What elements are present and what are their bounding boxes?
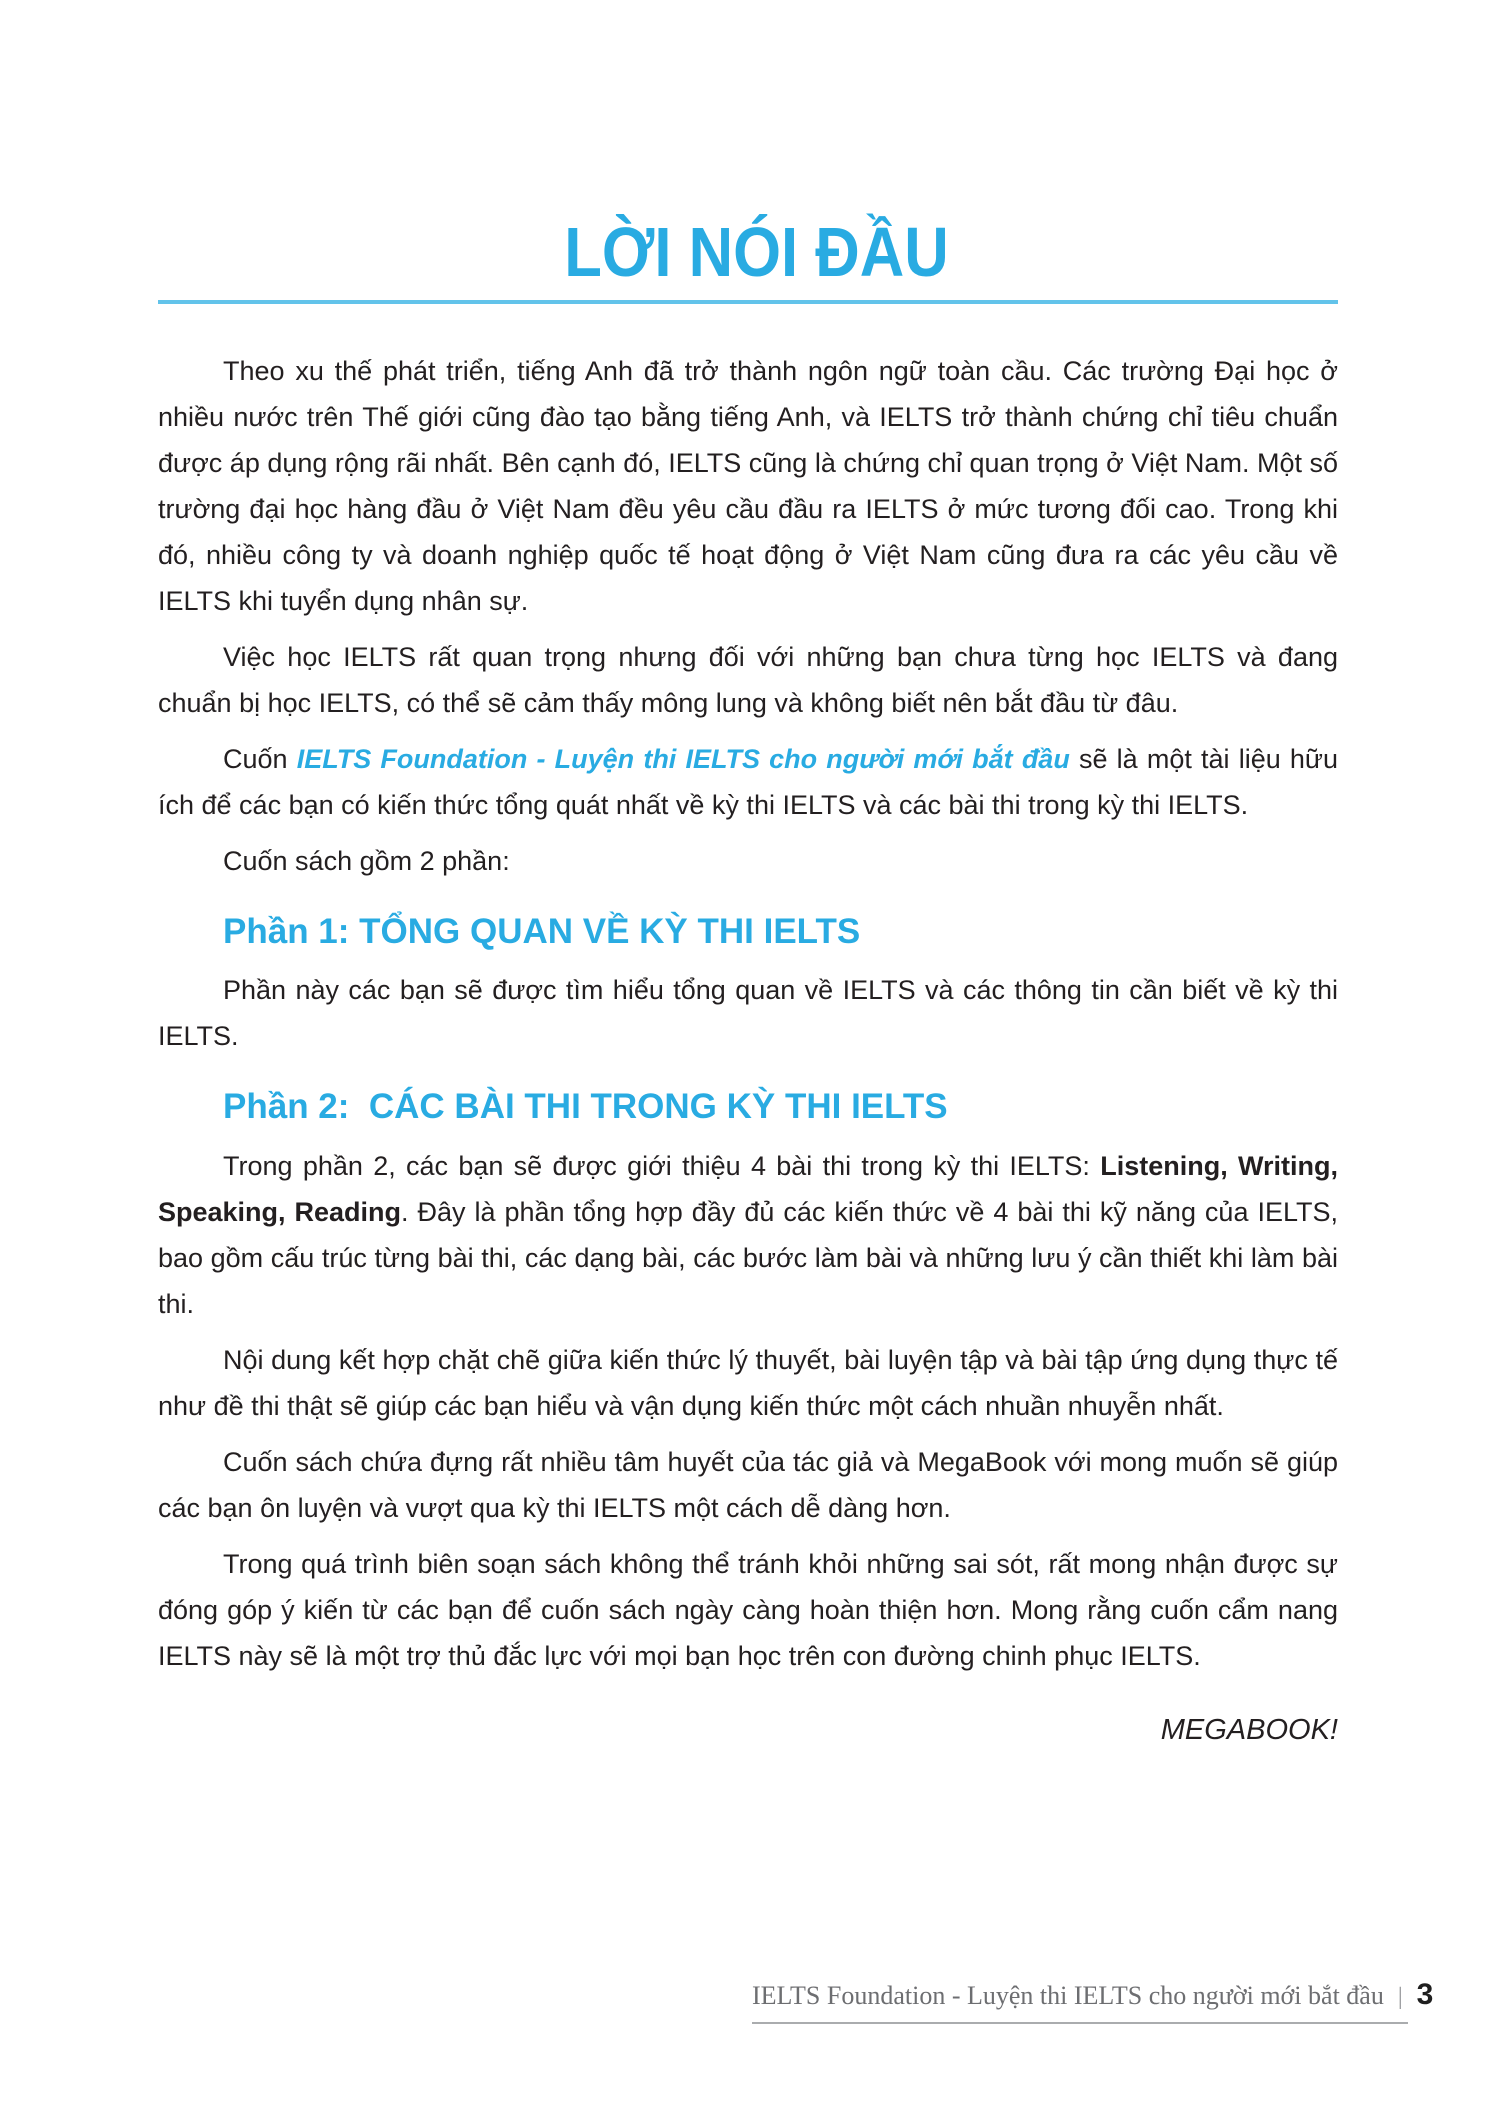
- text-run: Theo xu thế phát triển, tiếng Anh đã trở thành ngôn ngữ toàn cầu. Các trường Đại học ở nhiều nước trên Thế giới cũng đào tạo bằng tiếng Anh, và IELTS trở thành chứng chỉ tiêu chuẩn được áp dụng rộng rãi nhất. Bên cạnh đó, IELTS cũng là chứng chỉ quan trọng ở Việt Nam. Một số trường đại học hàng đầu ở Việt Nam đều yêu cầu đầu ra IELTS ở mức tương đối cao. Trong khi đó, nhiều công ty và doanh nghiệp quốc tế hoạt động ở Việt Nam cũng đưa ra các yêu cầu về IELTS khi tuyển dụng nhân sự.: [158, 355, 1338, 616]
- page-footer: [752, 1978, 1434, 2024]
- signature: MEGABOOK!: [1160, 1714, 1338, 1746]
- page-title: LỜI NÓI ĐẦU: [563, 213, 949, 291]
- paragraph-part2-desc: [158, 1143, 1338, 1327]
- text-run-brand: IELTS Foundation - Luyện thi IELTS cho người mới bắt đầu: [296, 743, 1070, 774]
- title-rule: [158, 300, 1338, 304]
- text-run: sẽ là một tài liệu hữu ích để các bạn có kiến thức tổng quát nhất về kỳ thi IELTS và các bài thi trong kỳ thi IELTS.: [158, 743, 1338, 820]
- text-run: Cuốn sách chứa đựng rất nhiều tâm huyết của tác giả và MegaBook với mong muốn sẽ giúp các bạn ôn luyện và vượt qua kỳ thi IELTS một cách dễ dàng hơn.: [158, 1447, 1338, 1523]
- section-heading-part1: [158, 910, 1338, 954]
- text-run: Cuốn sách gồm 2 phần:: [223, 845, 510, 876]
- text-run: . Đây là phần tổng hợp đầy đủ các kiến thức về 4 bài thi kỹ năng của IELTS, bao gồm cấu trúc từng bài thi, các dạng bài, các bước làm bài và những lưu ý cần thiết khi làm bài thi.: [158, 1197, 1338, 1319]
- text-run: Nội dung kết hợp chặt chẽ giữa kiến thức lý thuyết, bài luyện tập và bài tập ứng dụng thực tế như đề thi thật sẽ giúp các bạn hiểu và vận dụng kiến thức một cách nhuần nhuyễn nhất.: [158, 1345, 1338, 1421]
- paragraph-closing: [158, 1541, 1338, 1679]
- text-run: Cuốn: [223, 743, 297, 774]
- text-run: Phần này các bạn sẽ được tìm hiểu tổng quan về IELTS và các thông tin cần biết về kỳ thi IELTS.: [158, 975, 1338, 1052]
- doc-header: [0, 0, 1512, 290]
- paragraph-intro: [158, 348, 1338, 624]
- footer-page-number: 3: [1416, 1978, 1434, 2011]
- footer-separator: |: [1397, 1984, 1403, 2010]
- paragraph-importance: [158, 634, 1338, 726]
- paragraph-content-mix: [158, 1337, 1338, 1429]
- text-run: Trong phần 2, các bạn sẽ được giới thiệu 4 bài thi trong kỳ thi IELTS:: [223, 1151, 1101, 1181]
- text-run: Việc học IELTS rất quan trọng nhưng đối với những bạn chưa từng học IELTS và đang chuẩn bị học IELTS, có thể sẽ cảm thấy mông lung và không biết nên bắt đầu từ đâu.: [158, 641, 1338, 718]
- paragraph-part1-desc: [158, 967, 1338, 1059]
- paragraph-two-parts: [158, 838, 1338, 884]
- footer-book-title: IELTS Foundation - Luyện thi IELTS cho người mới bắt đầu: [752, 1981, 1384, 2010]
- paragraph-dedication: [158, 1439, 1338, 1531]
- paragraph-book-purpose: [158, 736, 1338, 828]
- text-run: Trong quá trình biên soạn sách không thể tránh khỏi những sai sót, rất mong nhận được sự đóng góp ý kiến từ các bạn để cuốn sách ngày càng hoàn thiện hơn. Mong rằng cuốn cẩm nang IELTS này sẽ là một trợ thủ đắc lực với mọi bạn học trên con đường chinh phục IELTS.: [158, 1549, 1338, 1671]
- text-run: Phần 2: CÁC BÀI THI TRONG KỲ THI IELTS: [223, 1087, 948, 1127]
- text-run-bold: Listening, Writing, Speaking, Reading: [158, 1151, 1339, 1227]
- text-run: Phần 1: TỔNG QUAN VỀ KỲ THI IELTS: [223, 911, 861, 951]
- section-heading-part2: [158, 1085, 1338, 1129]
- page-content: [158, 348, 1338, 1754]
